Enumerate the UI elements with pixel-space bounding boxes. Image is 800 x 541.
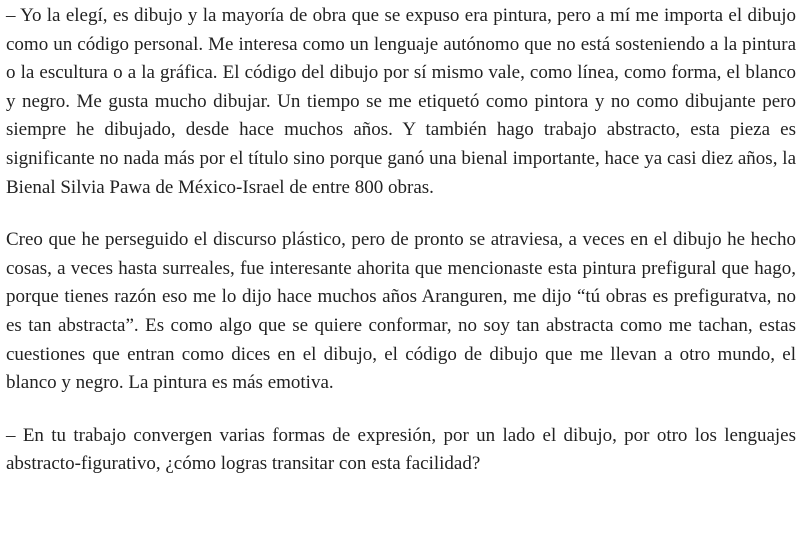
paragraph-answer-drawing: – Yo la elegí, es dibujo y la mayoría de obra que se expuso era pintura, pero a mí me importa el dibujo como un código personal. Me interesa como un lenguaje autónomo que no está sosteniendo a la pintura o la escultura o a la gráfica. El código del dibujo por sí mismo vale, como línea, como forma, el blanco y negro. Me gusta mucho dibujar. Un tiempo se me etiquetó como pintora y no como dibujante pero siempre he dibujado, desde hace muchos años. Y también hago trabajo abstracto, esta pieza es significante no nada más por el título sino porque ganó una bienal importante, hace ya casi diez años, la Bienal Silvia Pawa de México-Israel de entre 800 obras. bbox=[6, 5, 796, 198]
paragraph-answer-plastic-discourse: Creo que he perseguido el discurso plástico, pero de pronto se atraviesa, a veces en el dibujo he hecho cosas, a veces hasta surreales, fue interesante ahorita que mencionaste esta pintura prefigural que hago, porque tienes razón eso me lo dijo hace muchos años Aranguren, me dijo “tú obras es prefiguratva, no es tan abstracta”. Es como algo que se quiere conformar, no soy tan abstracta como me tachan, estas cuestiones que entran como dices en el dibujo, el código de dibujo que me llevan a otro mundo, el blanco y negro. La pintura es más emotiva. bbox=[6, 229, 796, 394]
paragraph-question-expression: – En tu trabajo convergen varias formas de expresión, por un lado el dibujo, por otro los lenguajes abstracto-figurativo, ¿cómo logras transitar con esta facilidad? bbox=[6, 424, 796, 475]
